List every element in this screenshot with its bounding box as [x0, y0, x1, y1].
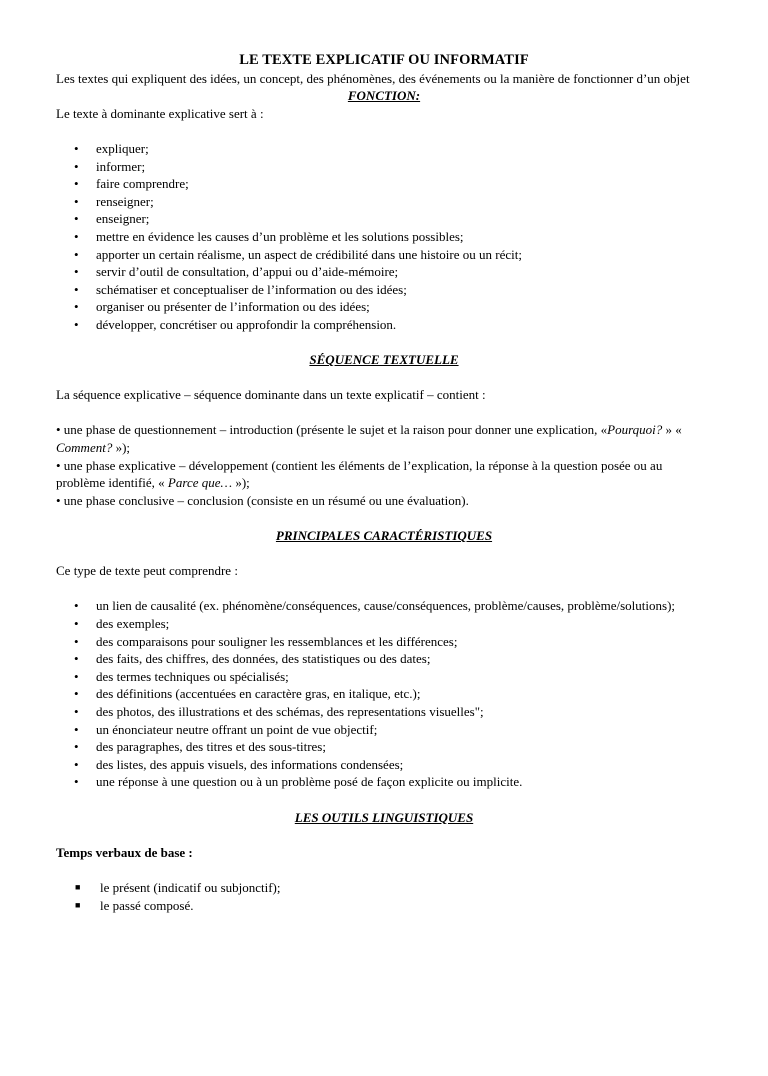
bullet-icon: • — [74, 158, 79, 174]
bullet-icon: • — [74, 316, 79, 332]
bullet-icon: • — [74, 668, 79, 684]
list-item: • des listes, des appuis visuels, des informations condensées; — [74, 756, 404, 772]
list-item: • des définitions (accentuées en caractère gras, en italique, etc.); — [74, 686, 421, 702]
bullet-icon: • — [74, 299, 79, 315]
document-page — [0, 52, 768, 1076]
intro-paragraph: Les textes qui expliquent des idées, un concept, des phénomènes, des événements ou la manière de fonctionner d’un objet — [56, 70, 690, 86]
bullet-icon: • — [74, 246, 79, 262]
bullet-icon: • — [74, 651, 79, 667]
section-heading-outils: LES OUTILS LINGUISTIQUES — [294, 809, 474, 825]
list-item: • un énonciateur neutre offrant un point de vue objectif; — [74, 721, 378, 737]
list-item: • développer, concrétiser ou approfondir la compréhension. — [74, 316, 397, 332]
outils-list — [56, 879, 712, 914]
bullet-icon: • — [74, 686, 79, 702]
fonction-lead: Le texte à dominante explicative sert à : — [56, 105, 264, 121]
bullet-icon: • — [74, 193, 79, 209]
list-item: • organiser ou présenter de l’information ou des idées; — [74, 299, 370, 315]
list-item: ■ le présent (indicatif ou subjonctif); — [75, 879, 281, 895]
list-item: • des termes techniques ou spécialisés; — [74, 668, 289, 684]
list-item: • renseigner; — [74, 193, 154, 209]
bullet-icon: • — [74, 616, 79, 631]
bullet-icon: • — [74, 176, 79, 192]
list-item: • apporter un certain réalisme, un aspect de crédibilité dans une histoire ou un récit; — [74, 246, 522, 262]
list-item: • des paragraphes, des titres et des sous-titres; — [74, 739, 326, 755]
square-bullet-icon: ■ — [75, 881, 81, 892]
bullet-icon: • — [74, 140, 79, 156]
bullet-icon: • — [74, 228, 79, 244]
section-heading-sequence: SÉQUENCE TEXTUELLE — [309, 352, 459, 368]
list-item: • faire comprendre; — [74, 176, 189, 192]
list-item: • mettre en évidence les causes d’un problème et les solutions possibles; — [74, 228, 464, 244]
bullet-icon: • — [74, 211, 79, 227]
sequence-phase-explicative: • une phase explicative – développement (contient les éléments de l’explication, la réponse à la question posée ou au problème identifié, « Parce que… »); — [56, 457, 663, 491]
bullet-icon: • — [74, 281, 79, 297]
square-bullet-icon: ■ — [75, 899, 81, 910]
bullet-icon: • — [74, 598, 79, 614]
bullet-icon: • — [74, 633, 79, 649]
list-item: ■ le passé composé. — [75, 897, 194, 913]
page-title: LE TEXTE EXPLICATIF OU INFORMATIF — [239, 52, 529, 68]
list-item: • servir d’outil de consultation, d’appui ou d’aide-mémoire; — [74, 264, 399, 280]
list-item: • une réponse à une question ou à un problème posé de façon explicite ou implicite. — [74, 774, 523, 790]
section-heading-caracteristiques: PRINCIPALES CARACTÉRISTIQUES — [275, 528, 493, 544]
bullet-icon: • — [74, 774, 79, 790]
sequence-phase-questionnement: • une phase de questionnement – introduction (présente le sujet et la raison pour donner une explication, «Pourquoi? » « Comment? »); — [56, 422, 682, 456]
sequence-phase-conclusive: • une phase conclusive – conclusion (consiste en un résumé ou une évaluation). — [56, 492, 469, 508]
list-item: • des exemples; — [74, 616, 170, 631]
list-item: • un lien de causalité (ex. phénomène/conséquences, cause/conséquences, problème/causes, problème/solutions); — [74, 598, 676, 614]
sequence-lead: La séquence explicative – séquence dominante dans un texte explicatif – contient : — [56, 387, 486, 403]
caracteristiques-lead: Ce type de texte peut comprendre : — [56, 563, 238, 579]
list-item: • schématiser et conceptualiser de l’information ou des idées; — [74, 281, 407, 297]
list-item: • informer; — [74, 158, 146, 174]
section-heading-fonction: FONCTION: — [347, 88, 421, 104]
bullet-icon: • — [74, 756, 79, 772]
bullet-icon: • — [74, 721, 79, 737]
list-item: • enseigner; — [74, 211, 150, 227]
bullet-icon: • — [74, 739, 79, 755]
bullet-icon: • — [74, 703, 79, 719]
list-item: • des comparaisons pour souligner les ressemblances et les différences; — [74, 633, 458, 649]
list-item: • des photos, des illustrations et des schémas, des representations visuelles"; — [74, 703, 484, 719]
list-item: • expliquer; — [74, 140, 149, 156]
bullet-icon: • — [74, 264, 79, 280]
list-item: • des faits, des chiffres, des données, des statistiques ou des dates; — [74, 651, 431, 667]
outils-subheading: Temps verbaux de base : — [56, 844, 193, 860]
caracteristiques-list — [56, 597, 712, 791]
fonction-list — [56, 140, 712, 334]
